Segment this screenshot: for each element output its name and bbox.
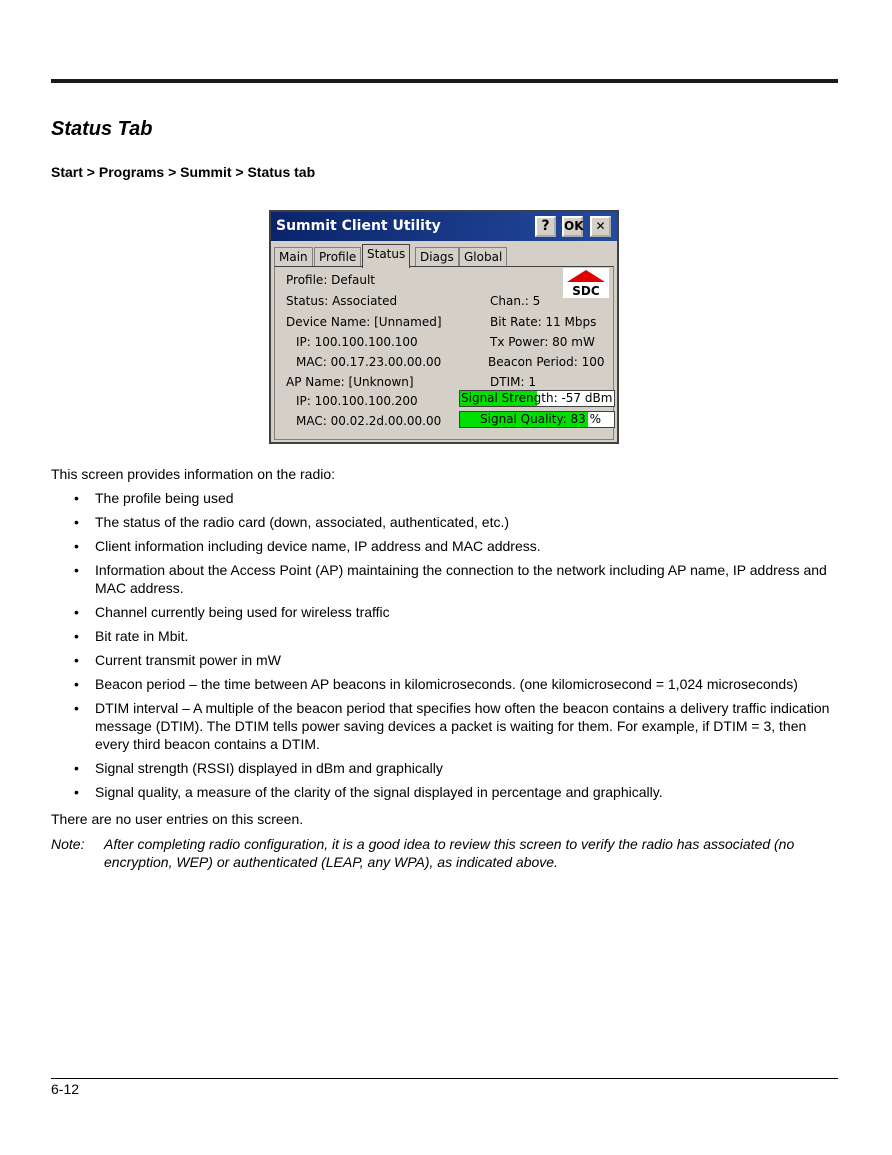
device-mac-value: MAC: 00.17.23.00.00.00 [296, 355, 442, 369]
bullet-icon: • [74, 676, 79, 692]
footer-rule [51, 1078, 838, 1079]
tab-status[interactable]: Status [362, 244, 410, 268]
dtim-value: DTIM: 1 [490, 375, 536, 389]
list-item-text: Bit rate in Mbit. [95, 628, 189, 644]
list-item-text: DTIM interval – A multiple of the beacon period that specifies how often the beacon contains a delivery traffic indication message (DTIM). The DTIM tells power saving devices a packet is waiting for them. For example, if DTIM = 3, then every third beacon contains a DTIM. [95, 700, 830, 752]
device-name-value: Device Name: [Unnamed] [286, 315, 442, 329]
list-item [51, 603, 841, 621]
profile-value: Profile: Default [286, 273, 376, 287]
summit-client-utility-window [269, 210, 619, 444]
no-entries-text: There are no user entries on this screen. [51, 811, 304, 827]
feature-list [51, 489, 841, 807]
bullet-icon: • [74, 760, 79, 776]
bullet-icon: • [74, 652, 79, 668]
window-titlebar [271, 212, 617, 241]
list-item [51, 489, 841, 507]
tab-diags[interactable]: Diags [415, 247, 459, 267]
bullet-icon: • [74, 700, 79, 716]
status-value: Status: Associated [286, 294, 398, 308]
help-button[interactable]: ? [535, 216, 556, 237]
navigation-path: Start > Programs > Summit > Status tab [51, 164, 316, 180]
note-text: After completing radio configuration, it is a good idea to review this screen to verify the radio has associated (no encryption, WEP) or authenticated (LEAP, any WPA), as indicated above. [104, 836, 795, 870]
bullet-icon: • [74, 538, 79, 554]
tab-main[interactable]: Main [274, 247, 313, 267]
list-item [51, 675, 841, 693]
list-item [51, 783, 841, 801]
bullet-icon: • [74, 514, 79, 530]
bullet-icon: • [74, 562, 79, 578]
list-item-text: Channel currently being used for wireless traffic [95, 604, 390, 620]
signal-quality-text: Signal Quality: 83 % [480, 412, 602, 426]
bullet-icon: • [74, 490, 79, 506]
list-item [51, 759, 841, 777]
logo-text: SDC [572, 284, 600, 298]
list-item-text: Signal strength (RSSI) displayed in dBm and graphically [95, 760, 443, 776]
ok-button[interactable]: OK [562, 216, 583, 237]
channel-value: Chan.: 5 [490, 294, 541, 308]
signal-strength-bar [459, 390, 615, 407]
list-item-text: The profile being used [95, 490, 234, 506]
ap-ip-value: IP: 100.100.100.200 [296, 394, 418, 408]
bullet-icon: • [74, 784, 79, 800]
ap-mac-value: MAC: 00.02.2d.00.00.00 [296, 414, 442, 428]
list-item [51, 513, 841, 531]
list-item-text: The status of the radio card (down, associated, authenticated, etc.) [95, 514, 510, 530]
window-title: Summit Client Utility [276, 218, 441, 234]
bullet-icon: • [74, 604, 79, 620]
list-item-text: Beacon period – the time between AP beacons in kilomicroseconds. (one kilomicrosecond = 1,024 microseconds) [95, 676, 798, 692]
list-item [51, 699, 841, 753]
list-item-text: Signal quality, a measure of the clarity of the signal displayed in percentage and graphically. [95, 784, 663, 800]
bullet-icon: • [74, 628, 79, 644]
signal-strength-text: Signal Strength: -57 dBm [461, 391, 613, 405]
list-item [51, 561, 841, 597]
beacon-period-value: Beacon Period: 100 [488, 355, 605, 369]
signal-quality-bar [459, 411, 615, 428]
page-number: 6-12 [51, 1081, 80, 1097]
bit-rate-value: Bit Rate: 11 Mbps [490, 315, 597, 329]
close-button[interactable]: ✕ [590, 216, 611, 237]
intro-text: This screen provides information on the radio: [51, 466, 336, 482]
section-title: Status Tab [51, 118, 153, 140]
list-item [51, 627, 841, 645]
note-label: Note: [51, 836, 85, 852]
sdc-logo-icon [563, 268, 609, 298]
header-rule [51, 79, 838, 83]
list-item [51, 537, 841, 555]
ap-name-value: AP Name: [Unknown] [286, 375, 414, 389]
list-item [51, 651, 841, 669]
list-item-text: Client information including device name, IP address and MAC address. [95, 538, 541, 554]
tab-strip [274, 245, 614, 267]
device-ip-value: IP: 100.100.100.100 [296, 335, 418, 349]
list-item-text: Information about the Access Point (AP) maintaining the connection to the network including AP name, IP address and MAC address. [95, 562, 827, 596]
list-item-text: Current transmit power in mW [95, 652, 281, 668]
tab-profile[interactable]: Profile [314, 247, 361, 267]
tx-power-value: Tx Power: 80 mW [490, 335, 595, 349]
tab-global[interactable]: Global [459, 247, 507, 267]
